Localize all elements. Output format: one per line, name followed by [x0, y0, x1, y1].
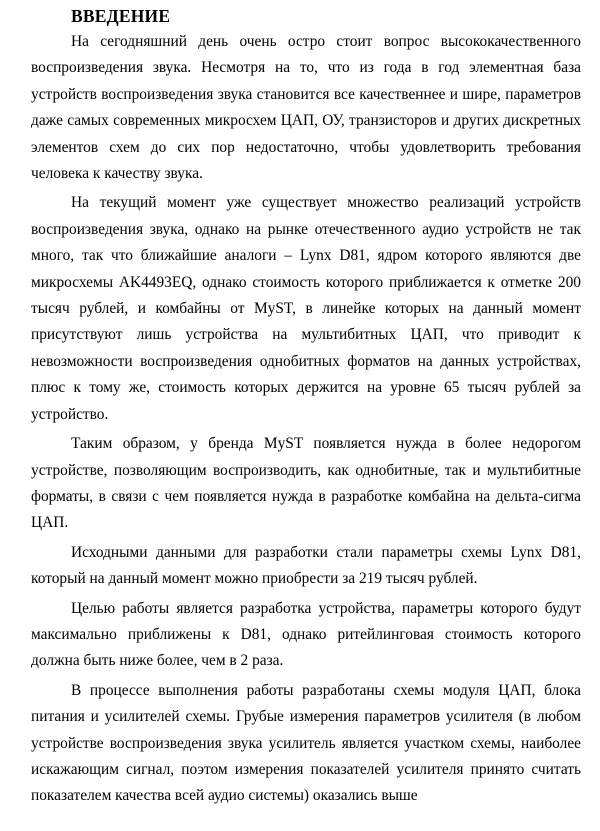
- paragraph-analogs: На текущий момент уже существует множество реализаций устройств воспроизведения звука, однако на рынке отечественного аудио устройств не так много, так что ближайшие аналоги – Lynx D81, ядром которого являются две микросхемы AK4493EQ, однако стоимость которого приближается к отметке 200 тысяч рублей, и комбайны от MyST, в линейке которых на данный момент присутствуют лишь устройства на мультибитных ЦАП, что приводит к невозможности воспроизведения однобитных форматов на данных устройствах, плюс к тому же, стоимость которых держится на уровне 65 тысяч рублей за устройство.: [31, 194, 581, 423]
- paragraph-brand-need: Таким образом, у бренда MyST появляется нужда в более недорогом устройстве, позволяющим воспроизводить, как однобитные, так и мультибитные форматы, в связи с чем появляется нужда в разработке комбайна на дельта-сигма ЦАП.: [31, 435, 581, 532]
- paragraph-source-data: Исходными данными для разработки стали параметры схемы Lynx D81, который на данный момент можно приобрести за 219 тысяч рублей.: [31, 543, 581, 588]
- paragraph-intro: На сегодняшний день очень остро стоит вопрос высококачественного воспроизведения звука. Несмотря на то, что из года в год элементная база устройств воспроизведения звука становится все качественнее и шире, параметров даже самых современных микросхем ЦАП, ОУ, транзисторов и других дискретных элементов схем до сих пор недостаточно, чтобы удовлетворить требования человека к качеству звука.: [31, 33, 581, 183]
- section-heading: ВВЕДЕНИЕ: [71, 6, 171, 26]
- paragraph-goal: Целью работы является разработка устройства, параметры которого будут максимально приближены к D81, однако ритейлинговая стоимость которого должна быть ниже более, чем в 2 раза.: [31, 599, 581, 670]
- paragraph-results: В процессе выполнения работы разработаны схемы модуля ЦАП, блока питания и усилителей схемы. Грубые измерения параметров усилителя (в любом устройстве воспроизведения звука усилитель является участком схемы, наиболее искажающим сигнал, поэтом измерения показателей усилителя принято считать показателем качества всей аудио системы) оказались выше: [31, 681, 581, 805]
